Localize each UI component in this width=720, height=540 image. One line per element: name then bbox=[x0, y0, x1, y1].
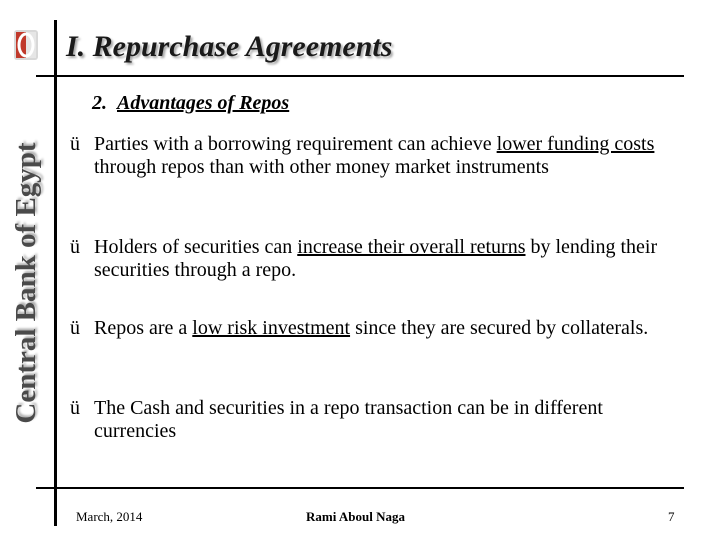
bullet-item bbox=[70, 236, 670, 282]
sidebar-divider bbox=[54, 20, 57, 526]
bullet-emphasis: low risk investment bbox=[192, 317, 351, 339]
bullet-text: by lending their securities through a repo. bbox=[94, 236, 658, 281]
page-number: 7 bbox=[668, 509, 675, 524]
check-icon: ü bbox=[70, 397, 80, 419]
bullet-emphasis: lower funding costs bbox=[496, 133, 655, 155]
footer-divider bbox=[36, 487, 684, 489]
bullet-text: Repos are a bbox=[94, 317, 193, 339]
bullet-text: through repos than with other money market instruments bbox=[94, 156, 549, 178]
org-name-vertical: Central Bank of Egypt bbox=[10, 142, 42, 424]
bullet-item bbox=[70, 317, 670, 340]
bullet-item bbox=[70, 397, 670, 443]
bullet-text: Holders of securities can bbox=[94, 236, 298, 258]
bullet-emphasis: increase their overall returns bbox=[297, 236, 526, 258]
section-title: Advantages of Repos bbox=[117, 92, 290, 114]
bullet-text: The Cash and securities in a repo transaction can be in different currencies bbox=[94, 397, 603, 442]
section-number: 2. bbox=[92, 92, 107, 114]
section-heading bbox=[92, 92, 289, 115]
footer-date: March, 2014 bbox=[76, 509, 143, 524]
footer-author: Rami Aboul Naga bbox=[306, 509, 405, 524]
check-icon: ü bbox=[70, 317, 80, 339]
bullet-text: since they are secured by collaterals. bbox=[350, 317, 649, 339]
check-icon: ü bbox=[70, 133, 80, 155]
bullet-item bbox=[70, 133, 670, 179]
bank-logo-icon bbox=[6, 24, 46, 64]
check-icon: ü bbox=[70, 236, 80, 258]
bullet-text: Parties with a borrowing requirement can achieve bbox=[94, 133, 497, 155]
header-divider bbox=[36, 75, 684, 77]
page-title: I. Repurchase Agreements bbox=[66, 30, 393, 63]
